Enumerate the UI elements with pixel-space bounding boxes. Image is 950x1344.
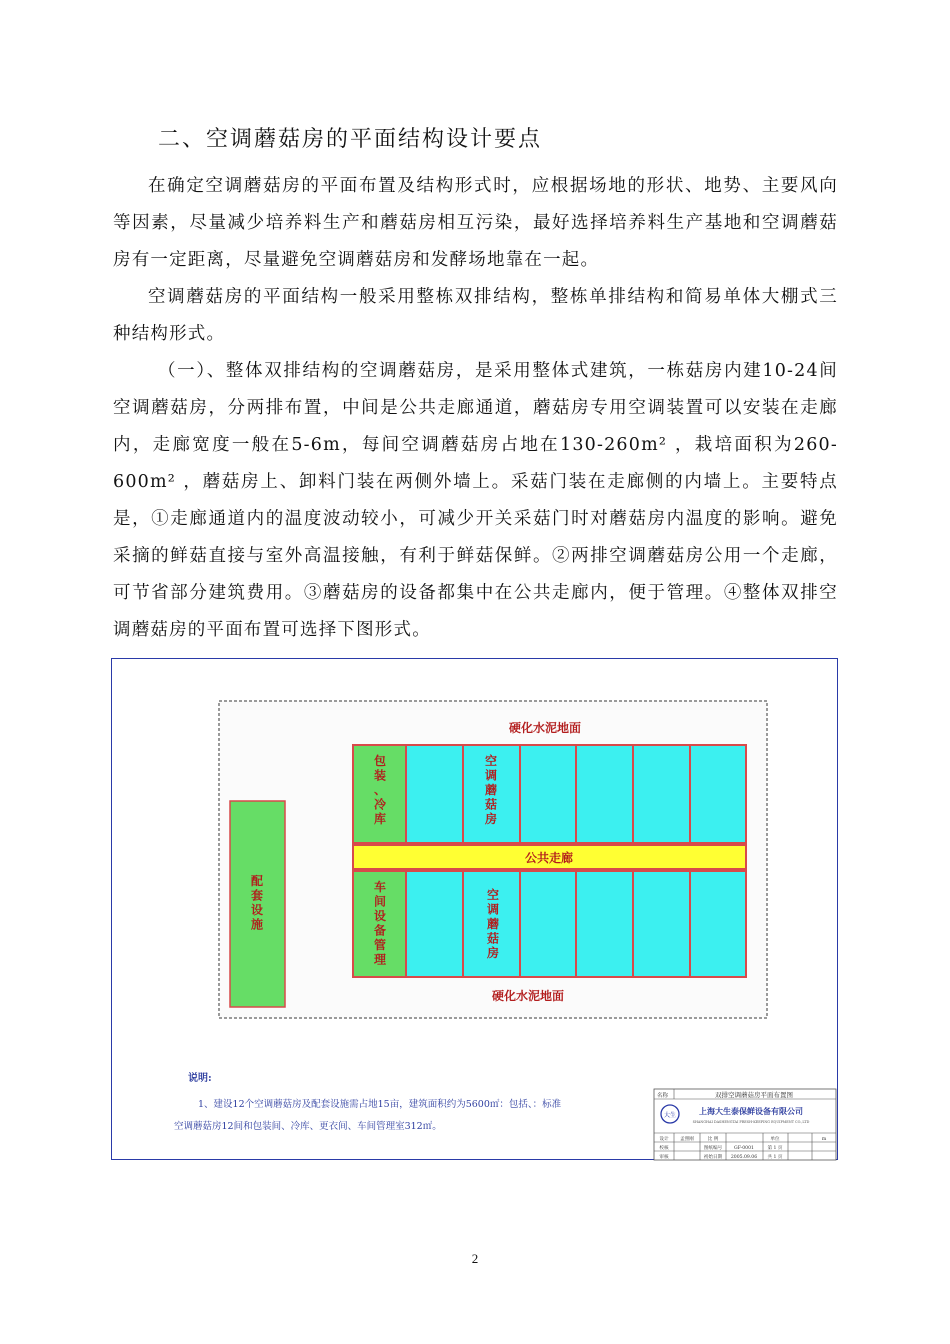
company-name: 上海大生泰保鲜设备有限公司: [699, 1106, 803, 1116]
title-block-cell: 初始日期: [703, 1155, 723, 1160]
title-block-cell: 校核: [659, 1146, 669, 1151]
mushroom-room: [633, 745, 690, 843]
floor-plan-drawing: [112, 659, 839, 1161]
title-block-cell: 孟照刚: [680, 1137, 694, 1142]
title-block-cell: GF-0001: [734, 1146, 754, 1151]
packaging-cold-storage-label: 包装、冷库: [373, 754, 387, 826]
company-logo-text: 大生: [663, 1112, 677, 1119]
paragraph-structure-types: 空调蘑菇房的平面结构一般采用整栋双排结构，整栋单排结构和简易单体大棚式三种结构形式。: [113, 287, 838, 344]
paragraph-double-row: （一）、整体双排结构的空调蘑菇房，是采用整体式建筑，一栋菇房内建10-24间空调蘑菇房，分两排布置，中间是公共走廊通道，蘑菇房专用空调装置可以安装在走廊内，走廊宽度一般在5-6m，每间空调蘑菇房占地在130-260m² ，栽培面积为260-600m² ，蘑菇房上、卸料门装在两侧外墙上。采菇门装在走廊侧的内墙上。主要特点是，①走廊通道内的温度波动较小，可减少开关采菇门时对蘑菇房内温度的影响。避免采摘的鲜菇直接与室外高温接触，有利于鲜菇保鲜。②两排空调蘑菇房公用一个走廊，可节省部分建筑费用。③蘑菇房的设备都集中在公共走廊内，便于管理。④整体双排空调蘑菇房的平面布置可选择下图形式。: [113, 361, 838, 640]
title-block-cell: 审核: [659, 1155, 669, 1160]
title-block-cell: 2005.09.06: [730, 1155, 758, 1160]
mushroom-room: [520, 745, 576, 843]
bottom-mushroom-room-label: 空调蘑菇房: [486, 888, 500, 960]
mushroom-room: [406, 745, 463, 843]
supporting-facilities-label: 配套设施: [250, 874, 264, 932]
section-heading: 二、空调蘑菇房的平面结构设计要点: [158, 127, 543, 152]
title-block-cell: 比 例: [707, 1137, 719, 1142]
mushroom-room: [576, 871, 633, 977]
floor-plan-figure: [111, 658, 838, 1160]
mushroom-room: [406, 871, 463, 977]
bottom-ground-label: 硬化水泥地面: [491, 989, 565, 1003]
title-block-cell: 第 1 页: [767, 1146, 783, 1151]
note-line-1: 1、建设12个空调蘑菇房及配套设施需占地15亩，建筑面积约为5600㎡：包括、：标准: [198, 1099, 562, 1110]
title-block-cell: m: [821, 1137, 827, 1142]
corridor-label: 公共走廊: [524, 851, 574, 865]
mushroom-room: [576, 745, 633, 843]
mushroom-room: [633, 871, 690, 977]
workshop-equipment-label: 车间设备管理: [373, 880, 387, 967]
title-block-cell: 设计: [659, 1137, 669, 1142]
bottom-room-row: [406, 871, 746, 977]
title-block-cell: 单位: [770, 1137, 780, 1142]
paragraph-intro: 在确定空调蘑菇房的平面布置及结构形式时，应根据场地的形状、地势、主要风向等因素，尽量减少培养料生产和蘑菇房相互污染，最好选择培养料生产基地和空调蘑菇房有一定距离，尽量避免空调蘑菇房和发酵场地靠在一起。: [113, 176, 838, 270]
note-title: 说明:: [188, 1073, 212, 1084]
top-mushroom-room-label: 空调蘑菇房: [484, 754, 498, 826]
top-room-row: [406, 745, 746, 843]
mushroom-room: [690, 745, 746, 843]
title-block-name: 双排空调蘑菇房平面布置图: [715, 1091, 793, 1099]
company-name-en: SHANGHAI DASHENGTAI FRESH-KEEPING EQUIPMENT CO.,LTD: [692, 1120, 810, 1124]
top-ground-label: 硬化水泥地面: [508, 721, 582, 735]
mushroom-room: [520, 871, 576, 977]
note-line-2: 空调蘑菇房12间和包装间、冷库、更衣间、车间管理室312㎡。: [174, 1121, 442, 1132]
title-block-cell: 共 1 页: [767, 1155, 783, 1160]
page-number: 2: [471, 1251, 479, 1266]
title-block-name-label: 名称: [657, 1093, 669, 1099]
title-block-cell: 图纸编号: [703, 1146, 723, 1151]
mushroom-room: [690, 871, 746, 977]
